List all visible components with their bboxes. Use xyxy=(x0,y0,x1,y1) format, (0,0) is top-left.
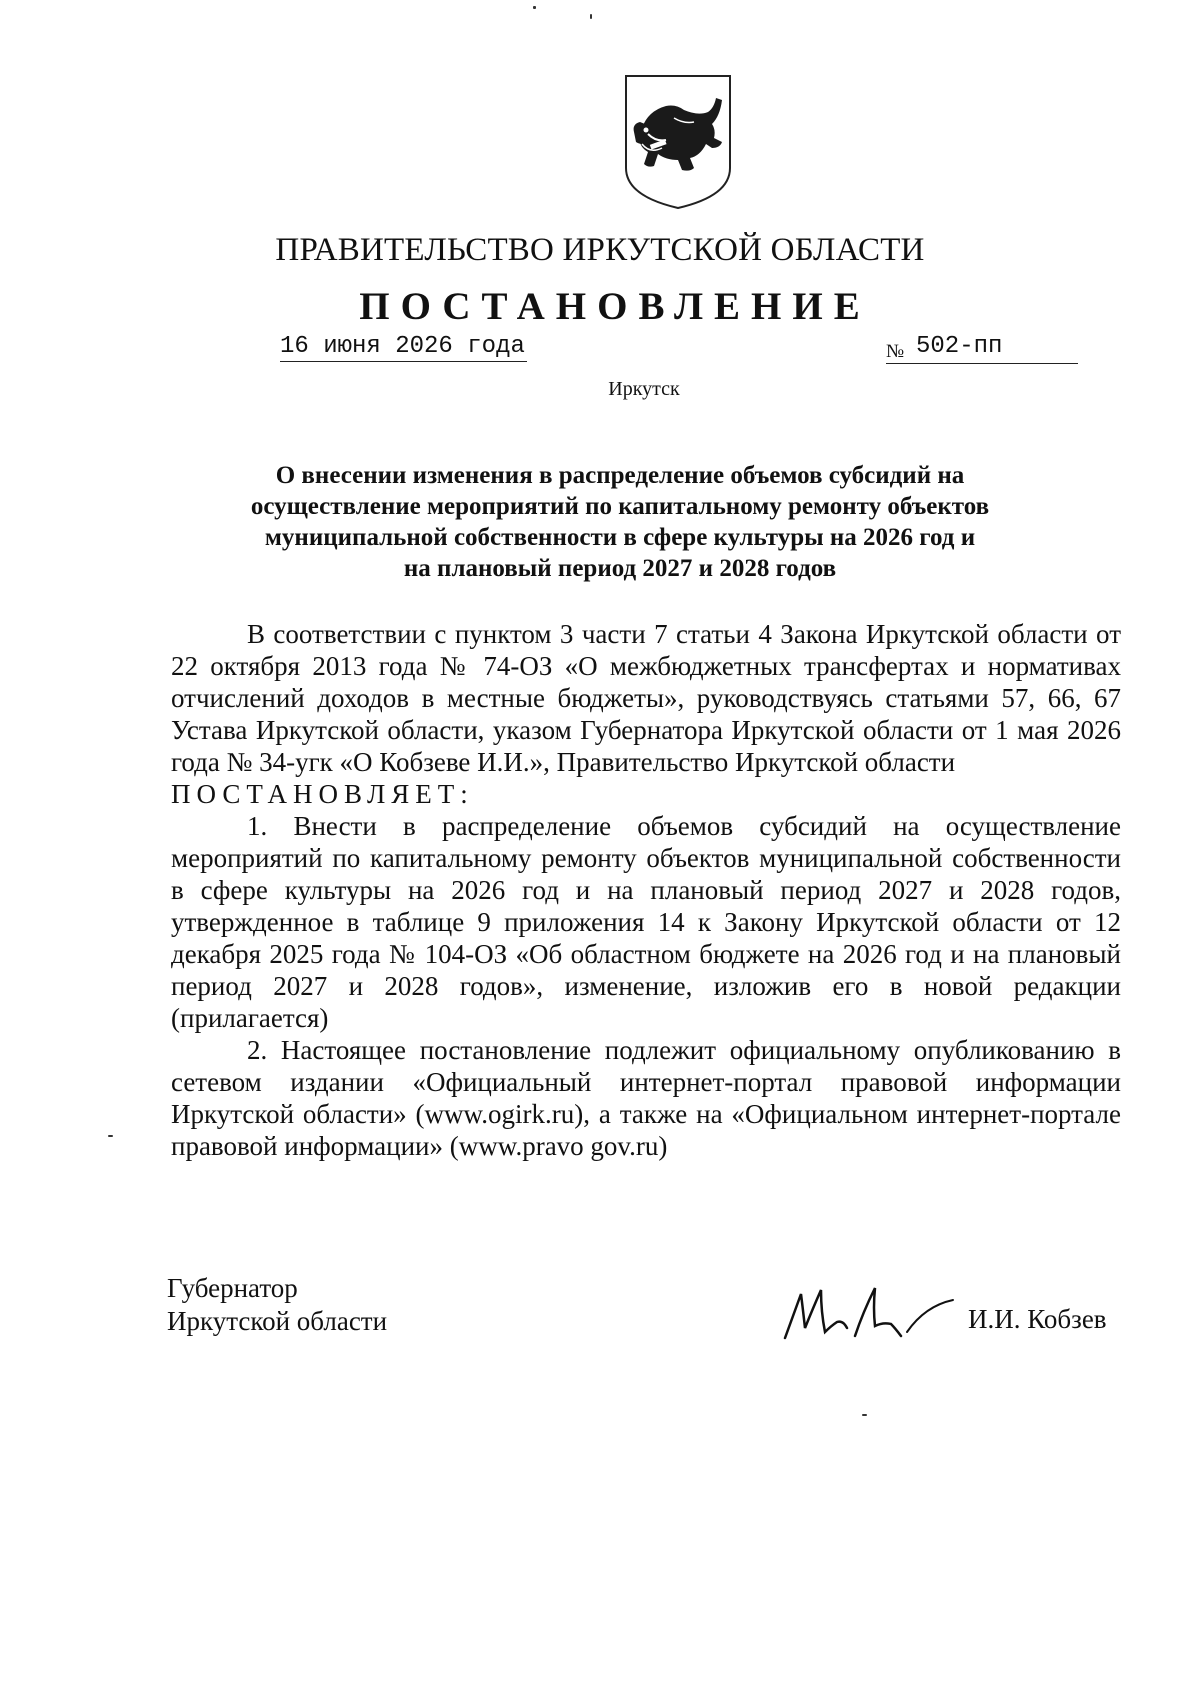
scan-speck xyxy=(108,1135,113,1137)
subject-line: О внесении изменения в распределение объемов субсидий на xyxy=(275,462,965,489)
document-type: ПОСТАНОВЛЕНИЕ xyxy=(359,285,871,328)
item-2-paragraph: 2. Настоящее постановление подлежит официальному опубликованию в сетевом издании «Официальный интернет-портал правовой информации Иркутской области» (www.ogirk.ru), а также на «Официальном интернет-портале правовой информации» (www.pravo gov.ru) xyxy=(171,1035,1121,1161)
decree-word: ПОСТАНОВЛЯЕТ: xyxy=(171,779,474,809)
scan-speck xyxy=(590,14,592,19)
scan-speck xyxy=(533,6,536,9)
item-1-paragraph: 1. Внести в распределение объемов субсидий на осуществление мероприятий по капитальному ремонту объектов муниципальной собственности в сфере культуры на 2026 год и на плановый период 2027 и 2028 годов, утвержденное в таблице 9 приложения 14 к Закону Иркутской области от 12 декабря 2025 года № 104-ОЗ «Об областном бюджете на 2026 год и на плановый период 2027 и 2028 годов», изменение, изложив его в новой редакции (прилагается) xyxy=(171,811,1121,1033)
document-date: 16 июня 2026 года xyxy=(280,333,525,360)
signer-name: И.И. Кобзев xyxy=(968,1304,1107,1334)
number-sign: № xyxy=(886,341,905,362)
subject-line: муниципальной собственности в сфере культуры на 2026 год и xyxy=(264,524,976,551)
signer-title xyxy=(167,1272,387,1338)
subject-line: на плановый период 2027 и 2028 годов xyxy=(403,555,837,582)
document-body xyxy=(171,618,1121,1162)
signer-title-line: Губернатор xyxy=(167,1273,298,1303)
coat-of-arms-icon xyxy=(620,72,736,212)
handwritten-signature xyxy=(775,1276,975,1346)
document-number: 502-пп xyxy=(916,333,1003,360)
government-name: ПРАВИТЕЛЬСТВО ИРКУТСКОЙ ОБЛАСТИ xyxy=(275,232,925,268)
city: Иркутск xyxy=(608,378,680,400)
document-subject xyxy=(200,460,1040,584)
preamble-paragraph: В соответствии с пунктом 3 части 7 статьи 4 Закона Иркутской области от 22 октября 2013 года № 74-ОЗ «О межбюджетных трансфертах и нормативах отчислений доходов в местные бюджеты», руководствуясь статьями 57, 66, 67 Устава Иркутской области, указом Губернатора Иркутской области от 1 мая 2026 года № 34-угк «О Кобзеве И.И.», Правительство Иркутской области xyxy=(171,619,1121,777)
document-number-field xyxy=(886,333,1078,364)
signer-title-line: Иркутской области xyxy=(167,1306,388,1336)
subject-line: осуществление мероприятий по капитальному ремонту объектов xyxy=(250,493,990,520)
scan-speck xyxy=(862,1414,867,1416)
